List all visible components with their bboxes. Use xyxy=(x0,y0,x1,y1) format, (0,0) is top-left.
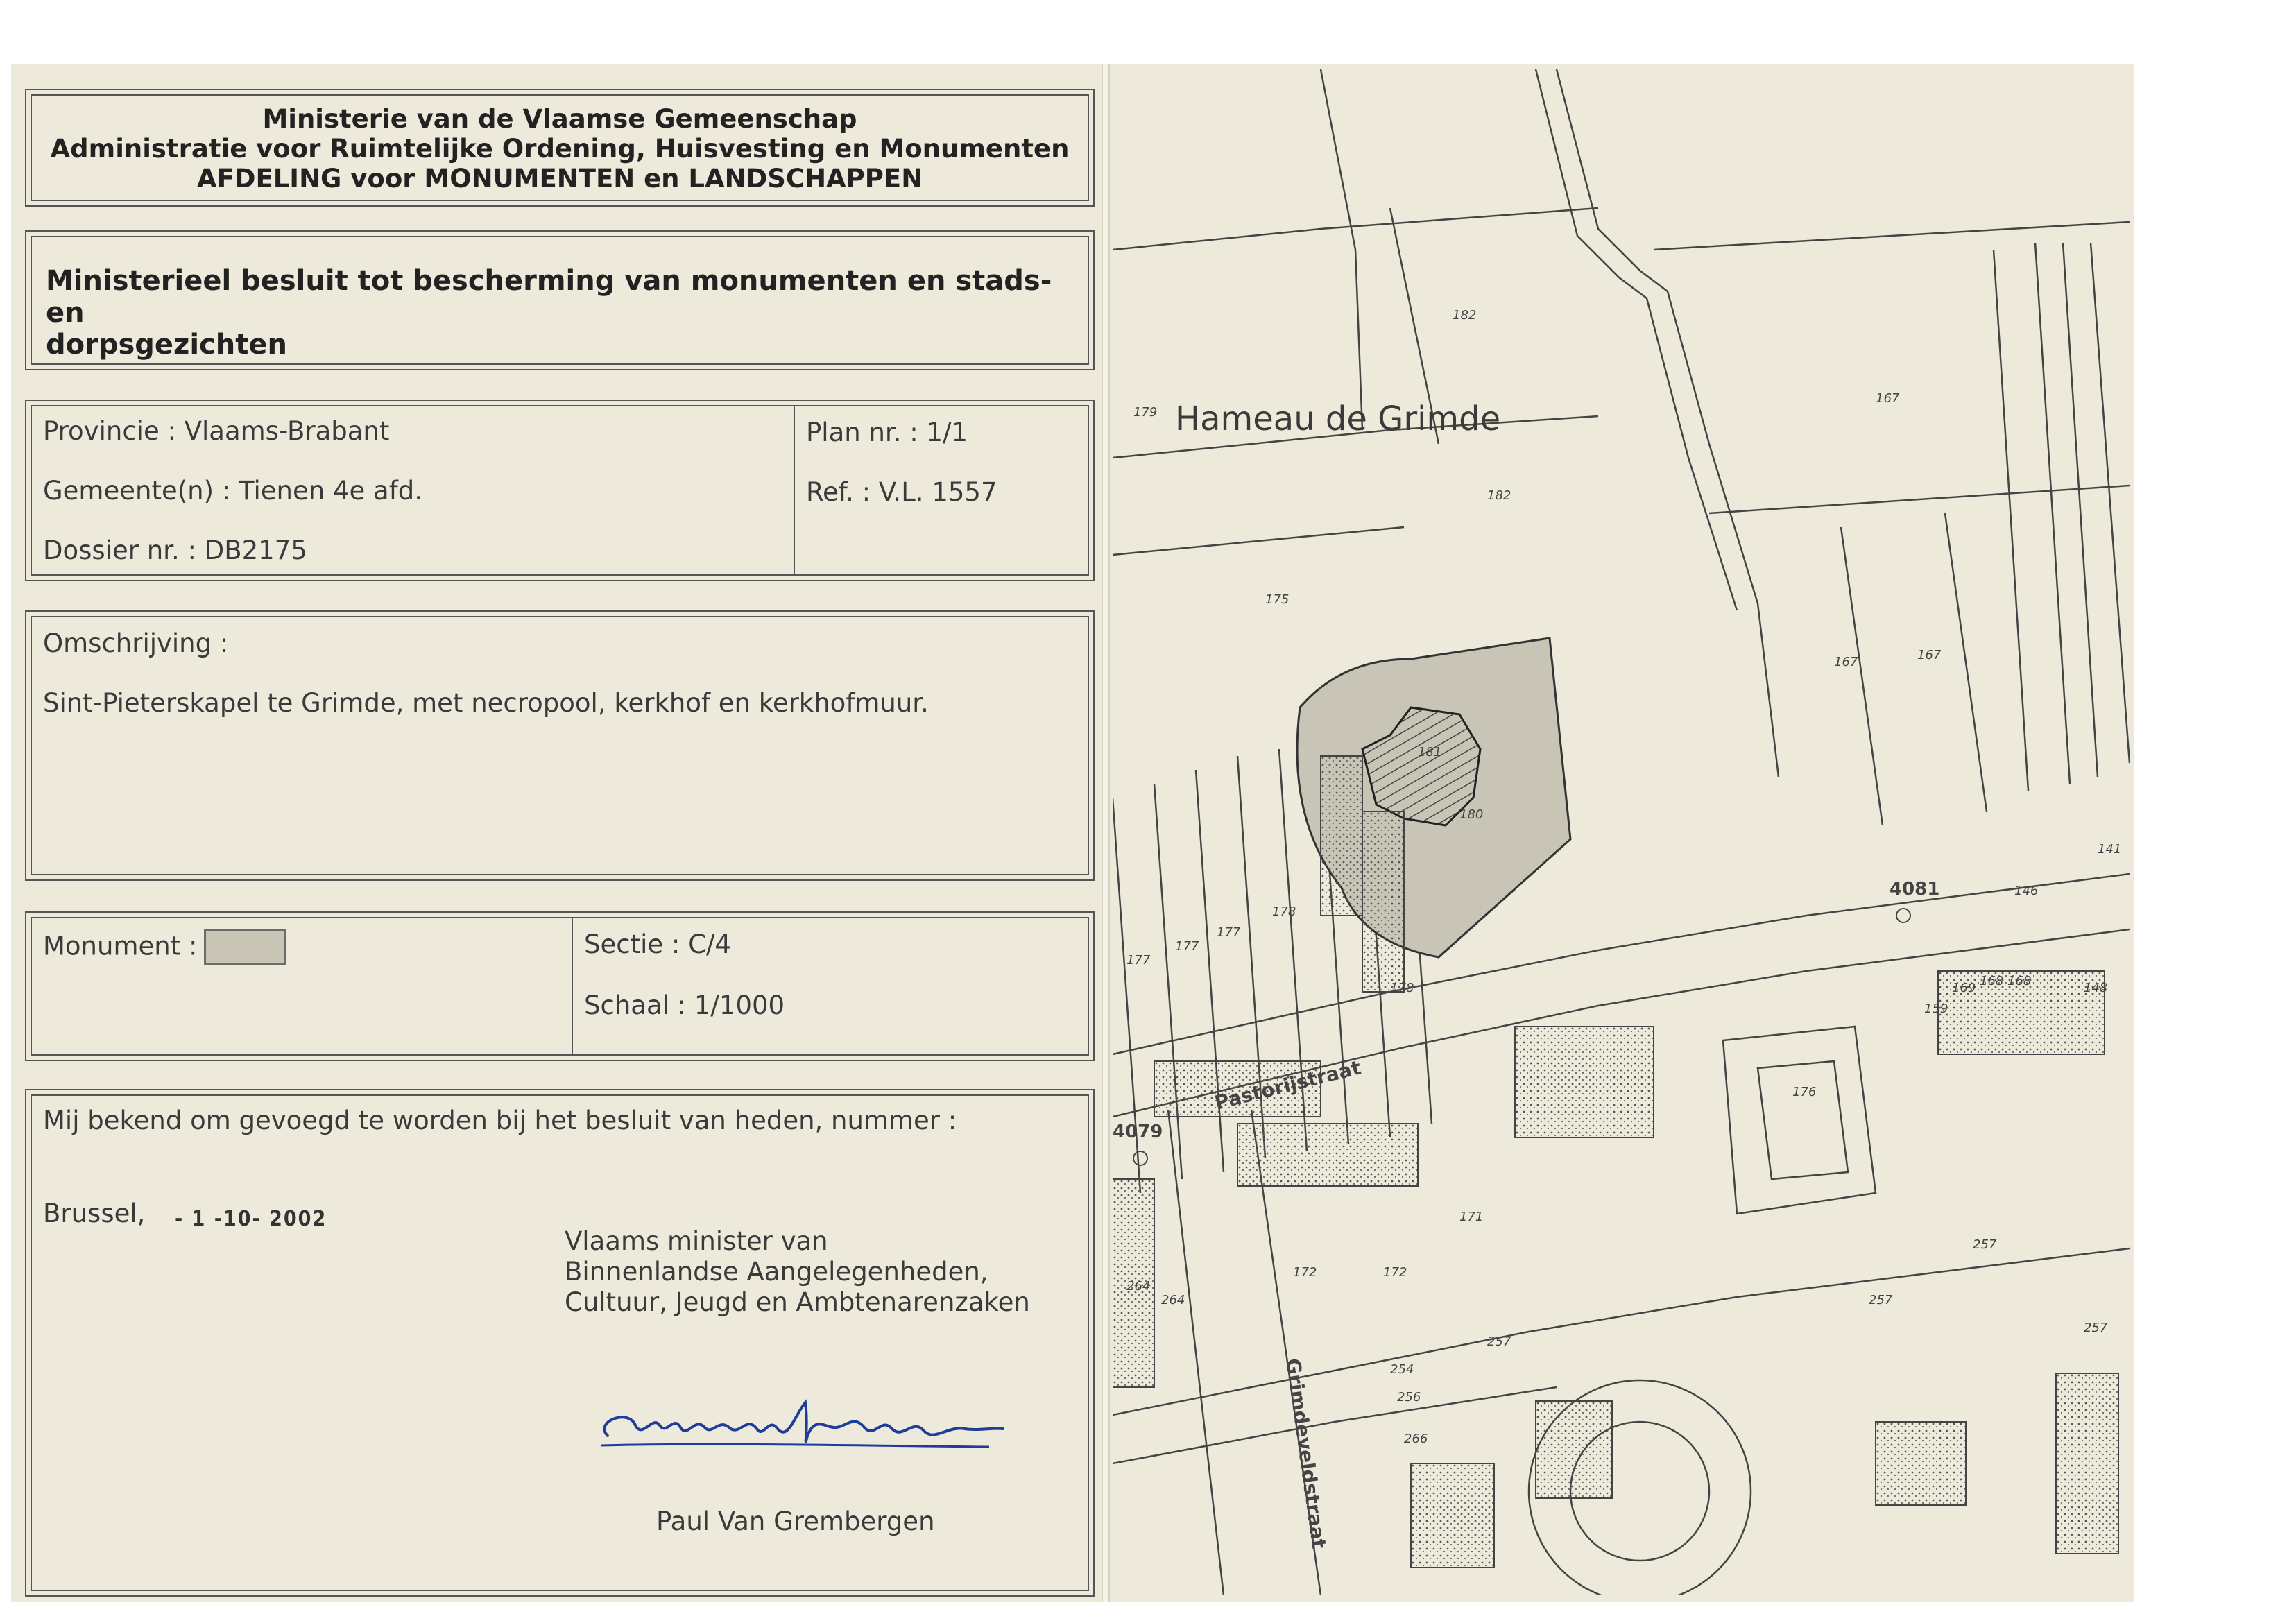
parcel-number: 167 xyxy=(1834,655,1858,669)
street-pastorijstraat: Pastorijstraat xyxy=(1212,1056,1364,1115)
parcel-number: 169 xyxy=(1952,981,1976,995)
description-label: Omschrijving : xyxy=(43,628,229,658)
parcel-number: 182 xyxy=(1487,488,1511,503)
dossier-field: Dossier nr. : DB2175 xyxy=(43,535,307,565)
parcel-number: 141 xyxy=(2098,842,2122,857)
place-name: Hameau de Grimde xyxy=(1175,400,1501,438)
street-grimdeveldstraat: Grimdeveldstraat xyxy=(1281,1357,1331,1550)
parcel-number: 178 xyxy=(1390,981,1414,995)
minister-line1: Vlaams minister van xyxy=(565,1226,828,1256)
parcel-number: 257 xyxy=(1487,1334,1511,1349)
parcel-number: 254 xyxy=(1390,1362,1414,1377)
parcel-number: 256 xyxy=(1397,1390,1421,1405)
parcel-number: 177 xyxy=(1126,953,1151,968)
provincie-field: Provincie : Vlaams-Brabant xyxy=(43,416,390,446)
parcel-number: 182 xyxy=(1453,308,1477,323)
decree-title-line1: Ministerieel besluit tot bescherming van monumenten en stads- en xyxy=(46,265,1052,329)
parcel-number: 266 xyxy=(1404,1432,1428,1446)
monument-label: Monument : xyxy=(43,931,198,961)
legend-divider xyxy=(572,918,573,1054)
parcel-number: 257 xyxy=(1973,1237,1997,1252)
plan-field: Plan nr. : 1/1 xyxy=(806,418,968,447)
minister-signature xyxy=(587,1387,1017,1463)
parcel-number: 172 xyxy=(1383,1265,1407,1280)
parcel-number: 264 xyxy=(1126,1279,1151,1294)
parcel-number: 264 xyxy=(1161,1293,1185,1307)
cadastral-map xyxy=(1113,69,2130,1595)
statement-text: Mij bekend om gevoegd te worden bij het besluit van heden, nummer : xyxy=(43,1106,957,1135)
benchmark-4079: 4079 xyxy=(1113,1122,1163,1142)
page-fold xyxy=(1102,64,1110,1602)
parcel-number: 148 xyxy=(2084,981,2108,995)
parcel-number: 167 xyxy=(1917,648,1942,662)
minister-line3: Cultuur, Jeugd en Ambtenarenzaken xyxy=(565,1287,1030,1317)
parcel-number: 257 xyxy=(1869,1293,1893,1307)
description-panel xyxy=(31,616,1089,875)
minister-line2: Binnenlandse Aangelegenheden, xyxy=(565,1257,988,1287)
ministry-name: Ministerie van de Vlaamse Gemeenschap xyxy=(262,104,857,134)
cadastral-map-drawing xyxy=(1113,69,2130,1595)
minister-name: Paul Van Grembergen xyxy=(656,1506,935,1536)
schaal-field: Schaal : 1/1000 xyxy=(584,990,785,1020)
parcel-number: 168 xyxy=(1980,974,2004,988)
parcel-number: 257 xyxy=(2084,1321,2108,1335)
gemeente-field: Gemeente(n) : Tienen 4e afd. xyxy=(43,476,422,506)
decree-title-panel xyxy=(31,236,1089,365)
department-name: AFDELING voor MONUMENTEN en LANDSCHAPPEN xyxy=(196,164,923,194)
parcel-number: 175 xyxy=(1265,592,1290,607)
ministry-header xyxy=(31,94,1089,201)
parcel-number: 172 xyxy=(1293,1265,1317,1280)
parcel-number: 159 xyxy=(1924,1002,1948,1016)
parcel-number: 167 xyxy=(1876,391,1900,406)
signature-panel xyxy=(31,1094,1089,1591)
decree-title-line2: dorpsgezichten xyxy=(46,329,287,361)
benchmark-4081: 4081 xyxy=(1890,879,1940,900)
monument-legend xyxy=(43,929,286,965)
parcel-number: 146 xyxy=(2014,884,2039,898)
parcel-number: 171 xyxy=(1459,1210,1484,1224)
parcel-number: 178 xyxy=(1272,904,1296,919)
administration-name: Administratie voor Ruimtelijke Ordening, Huisvesting en Monumenten xyxy=(50,134,1070,164)
sectie-field: Sectie : C/4 xyxy=(584,929,731,959)
parcel-number: 181 xyxy=(1418,745,1442,759)
location-divider xyxy=(794,406,795,574)
location-panel xyxy=(31,405,1089,576)
legend-panel xyxy=(31,917,1089,1056)
monument-swatch xyxy=(204,929,286,965)
date-stamp: - 1 -10- 2002 xyxy=(175,1207,327,1231)
parcel-number: 177 xyxy=(1175,939,1199,954)
parcel-number: 177 xyxy=(1217,925,1241,940)
description-text: Sint-Pieterskapel te Grimde, met necropool, kerkhof en kerkhofmuur. xyxy=(43,688,929,718)
parcel-number: 179 xyxy=(1133,405,1158,420)
ref-field: Ref. : V.L. 1557 xyxy=(806,477,997,507)
place-text: Brussel, xyxy=(43,1199,146,1228)
parcel-number: 176 xyxy=(1792,1085,1817,1099)
parcel-number: 168 xyxy=(2007,974,2032,988)
parcel-number: 180 xyxy=(1459,807,1484,822)
